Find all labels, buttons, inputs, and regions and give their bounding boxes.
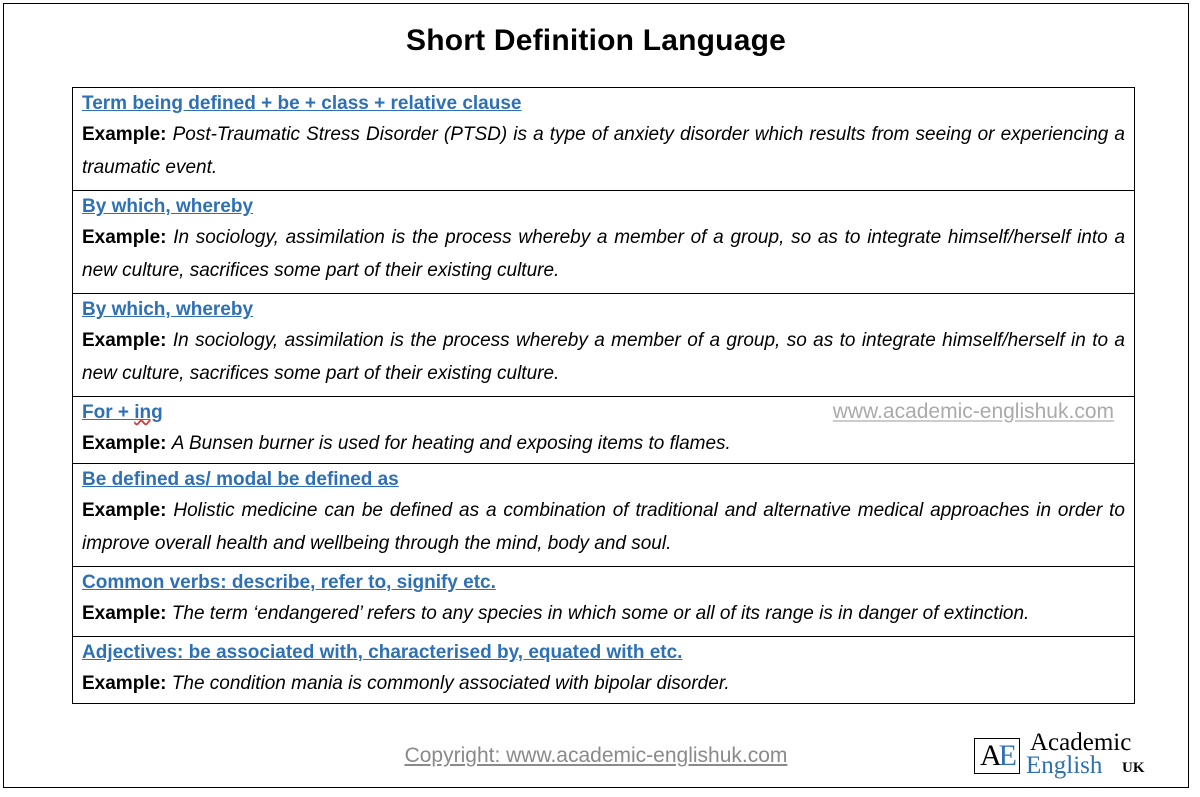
logo-word-uk: UK [1122,760,1145,776]
example-text: Post-Traumatic Stress Disorder (PTSD) is a type of anxiety disorder which results from seeing or experiencing a traumatic event. [82,124,1125,178]
row-heading: Common verbs: describe, refer to, signify etc. [82,572,496,593]
row-example [82,324,1125,390]
example-prefix: Example: [82,500,167,521]
row-heading: Term being defined + be + class + relative clause [82,93,522,114]
row-example [82,597,1125,630]
example-prefix: Example: [82,124,167,145]
row-example [82,667,1125,700]
logo-word-english: English [1026,752,1103,779]
example-text: The condition mania is commonly associated with bipolar disorder. [171,673,730,694]
page-title: Short Definition Language [406,24,786,57]
row-heading: Adjectives: be associated with, characterised by, equated with etc. [82,642,683,663]
row-example [82,118,1125,184]
definition-table [72,87,1135,704]
academic-english-logo [974,731,1154,781]
example-prefix: Example: [82,227,167,248]
table-row [73,88,1134,190]
example-prefix: Example: [82,603,167,624]
logo-box-a: A [980,739,999,772]
logo-box-e: E [998,739,1014,772]
example-prefix: Example: [82,673,167,694]
example-text: In sociology, assimilation is the process whereby a member of a group, so as to integrate himself/herself in to a new culture, sacrifices some part of their existing culture. [82,330,1125,384]
example-prefix: Example: [82,330,167,351]
row-example [82,427,1125,460]
table-row [73,396,1134,463]
table-row [73,463,1134,566]
example-text: Holistic medicine can be defined as a combination of traditional and alternative medical approaches in order to improve overall health and wellbeing through the mind, body and soul. [82,500,1126,554]
example-text: A Bunsen burner is used for heating and exposing items to flames. [171,433,731,454]
row-heading-part: For + [82,402,135,423]
ae-logo-mark [974,738,1020,774]
table-row [73,636,1134,703]
row-heading-part: ing [134,402,163,423]
row-heading: By which, whereby [82,196,254,217]
example-text: In sociology, assimilation is the process whereby a member of a group, so as to integrate himself/herself into a new culture, sacrifices some part of their existing culture. [82,227,1126,281]
document-page [3,3,1189,788]
row-heading: By which, whereby [82,299,254,320]
table-row [73,190,1134,293]
watermark-link[interactable]: www.academic-englishuk.com [832,400,1114,423]
row-example [82,221,1125,287]
copyright-text: Copyright: www.academic-englishuk.com [404,744,788,767]
table-row [73,566,1134,636]
row-heading: Be defined as/ modal be defined as [82,469,399,490]
table-row [73,293,1134,396]
example-prefix: Example: [82,433,167,454]
row-example [82,494,1125,560]
row-heading [82,399,163,427]
logo-word-academic: Academic [1030,729,1132,756]
example-text: The term ‘endangered’ refers to any species in which some or all of its range is in danger of extinction. [171,603,1030,624]
